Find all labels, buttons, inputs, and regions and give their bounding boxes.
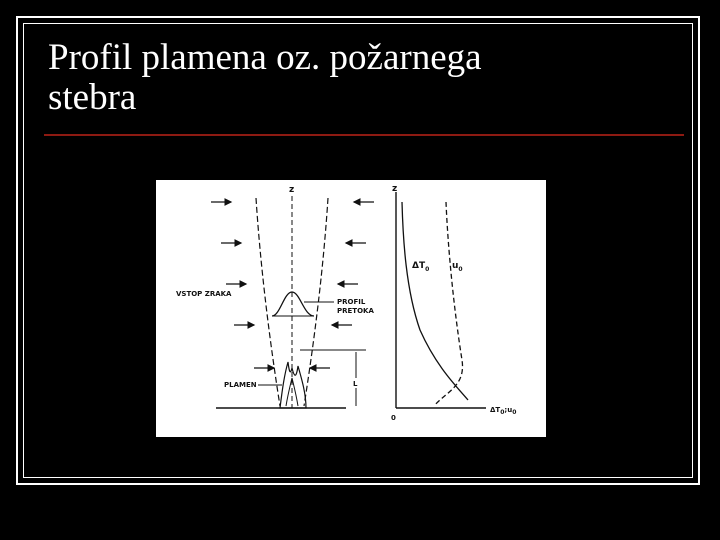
- left-panel: [176, 185, 374, 408]
- velocity-curve: [434, 202, 463, 406]
- plume-diagram: [156, 180, 546, 437]
- plume-profile-figure: [156, 180, 546, 437]
- temperature-curve-label: $\Delta T_0$: [412, 261, 430, 273]
- slide-title: [48, 38, 668, 118]
- air-inflow-arrows-left: [211, 202, 274, 368]
- air-inflow-arrows-right: [310, 202, 374, 368]
- flame-height-label: L: [353, 380, 358, 388]
- title-divider: [44, 134, 684, 136]
- temperature-curve: [402, 202, 468, 400]
- slide-title-line-2: stebra: [48, 77, 137, 118]
- right-z-axis-label: z: [392, 184, 398, 194]
- right-panel: [391, 184, 516, 422]
- flame-label: PLAMEN: [224, 381, 257, 389]
- flow-profile-label-line-2: PRETOKA: [337, 307, 374, 315]
- plume-boundary-left: [256, 198, 280, 406]
- velocity-curve-label: $u_0$: [452, 261, 463, 273]
- right-origin-label: 0: [391, 414, 396, 422]
- left-z-axis-label: z: [289, 185, 295, 195]
- right-x-axis-label: ΔT0;u0: [490, 406, 517, 416]
- air-inflow-label: VSTOP ZRAKA: [176, 290, 232, 298]
- flow-profile-label-line-1: PROFIL: [337, 298, 366, 306]
- flame-shape: [280, 362, 306, 408]
- slide-title-line-1: Profil plamena oz. požarnega: [48, 37, 482, 78]
- flow-profile-curve: [272, 292, 314, 316]
